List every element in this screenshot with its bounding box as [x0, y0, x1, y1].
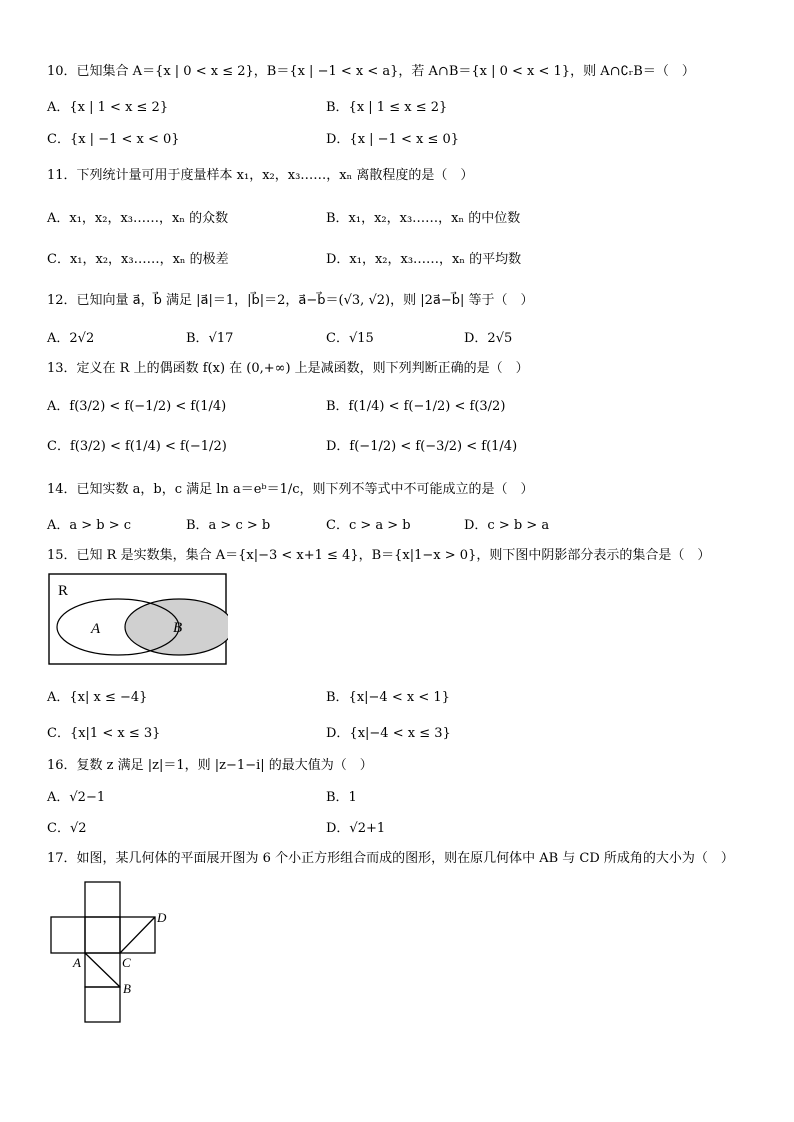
question-14-option-c: C．c > a > b: [326, 518, 411, 533]
question-13-option-a: A．f(3/2) < f(−1/2) < f(1/4): [47, 399, 227, 414]
question-14-option-d: D．c > b > a: [464, 518, 550, 533]
point-c-label: C: [122, 955, 131, 970]
question-16-option-c: C．√2: [47, 821, 87, 836]
question-12-option-b: B．√17: [186, 331, 234, 346]
question-14-option-b: B．a > c > b: [186, 518, 271, 533]
question-12-option-d: D．2√5: [464, 331, 513, 346]
question-16-stem: 16．复数 z 满足 |z|＝1，则 |z−1−i| 的最大值为（ ）: [47, 758, 373, 773]
question-10-option-a: A．{x | 1 < x ≤ 2}: [47, 100, 169, 115]
question-11-option-b: B．x₁，x₂，x₃……，xₙ 的中位数: [326, 211, 521, 226]
question-10-option-c: C．{x | −1 < x < 0}: [47, 132, 180, 147]
question-13-option-b: B．f(1/4) < f(−1/2) < f(3/2): [326, 399, 506, 414]
net-square-left: [51, 917, 85, 953]
net-square-middle: [85, 917, 120, 953]
cube-net-diagram: [46, 880, 176, 1030]
venn-set-b-label: B: [173, 620, 183, 636]
point-d-label: D: [157, 910, 167, 925]
question-14-option-a: A．a > b > c: [47, 518, 132, 533]
question-13-option-d: D．f(−1/2) < f(−3/2) < f(1/4): [326, 439, 518, 454]
question-10-option-b: B．{x | 1 ≤ x ≤ 2}: [326, 100, 448, 115]
question-12-option-c: C．√15: [326, 331, 374, 346]
question-15-option-a: A．{x| x ≤ −4}: [47, 690, 148, 705]
point-a-label: A: [73, 955, 81, 970]
venn-universe-label: R: [58, 583, 69, 599]
question-12-option-a: A．2√2: [47, 331, 95, 346]
question-11-option-c: C．x₁，x₂，x₃……，xₙ 的极差: [47, 252, 229, 267]
question-16-option-b: B．1: [326, 790, 357, 805]
point-b-label: B: [123, 981, 131, 996]
question-15-option-d: D．{x|−4 < x ≤ 3}: [326, 726, 451, 741]
question-10-option-d: D．{x | −1 < x ≤ 0}: [326, 132, 460, 147]
question-13-option-c: C．f(3/2) < f(1/4) < f(−1/2): [47, 439, 227, 454]
question-16-option-d: D．√2+1: [326, 821, 386, 836]
net-square-top: [85, 882, 120, 917]
question-13-stem: 13．定义在 R 上的偶函数 f(x) 在 (0,+∞) 上是减函数，则下列判断正确的是（ ）: [47, 361, 529, 376]
question-14-stem: 14．已知实数 a，b，c 满足 ln a＝eᵇ＝1/c，则下列不等式中不可能成立的是（ ）: [47, 482, 534, 497]
question-15-option-b: B．{x|−4 < x < 1}: [326, 690, 450, 705]
question-17-stem: 17．如图，某几何体的平面展开图为 6 个小正方形组合而成的图形，则在原几何体中 AB 与 CD 所成角的大小为（ ）: [47, 851, 734, 866]
venn-set-a-label: A: [91, 621, 101, 637]
question-11-option-a: A．x₁，x₂，x₃……，xₙ 的众数: [47, 211, 229, 226]
segment-cd: [120, 917, 155, 953]
question-12-stem: 12．已知向量 a⃗，b⃗ 满足 |a⃗|＝1，|b⃗|＝2，a⃗−b⃗＝(√3, √2)，则 |2a⃗−b⃗| 等于（ ）: [47, 293, 534, 308]
question-15-stem: 15．已知 R 是实数集，集合 A＝{x|−3 < x+1 ≤ 4}，B＝{x|1−x > 0}，则下图中阴影部分表示的集合是（ ）: [47, 548, 711, 563]
net-square-bottom: [85, 987, 120, 1022]
question-15-option-c: C．{x|1 < x ≤ 3}: [47, 726, 161, 741]
question-11-option-d: D．x₁，x₂，x₃……，xₙ 的平均数: [326, 252, 522, 267]
venn-diagram: [48, 573, 228, 666]
segment-ab: [85, 953, 120, 987]
question-16-option-a: A．√2−1: [47, 790, 106, 805]
question-10-stem: 10．已知集合 A＝{x | 0 < x ≤ 2}，B＝{x | −1 < x < a}，若 A∩B＝{x | 0 < x < 1}，则 A∩∁ᵣB＝（ ）: [47, 64, 695, 79]
question-11-stem: 11．下列统计量可用于度量样本 x₁，x₂，x₃……，xₙ 离散程度的是（ ）: [47, 168, 474, 183]
